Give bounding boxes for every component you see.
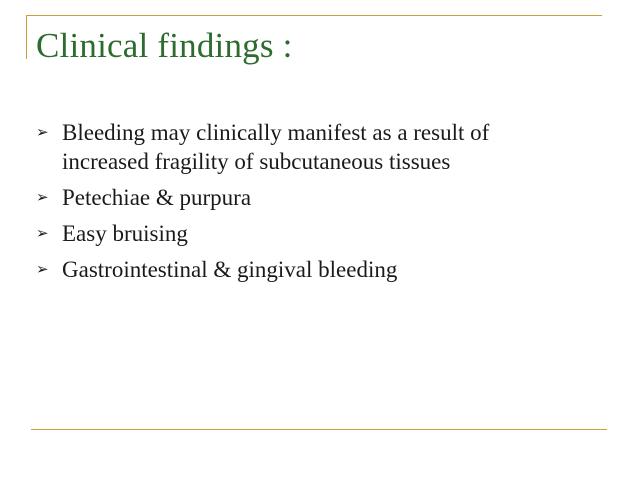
arrow-bullet-icon: ➢ bbox=[36, 188, 49, 206]
bullet-line: increased fragility of subcutaneous tissues bbox=[62, 149, 451, 174]
bullet-item-gi-bleeding bbox=[36, 255, 596, 284]
bullet-item-bruising bbox=[36, 219, 596, 248]
bullet-text: Gastrointestinal & gingival bleeding bbox=[62, 257, 398, 282]
arrow-bullet-icon: ➢ bbox=[36, 224, 49, 242]
slide-title: Clinical findings : bbox=[36, 26, 293, 65]
bullet-text: Easy bruising bbox=[62, 221, 188, 246]
top-rule bbox=[26, 15, 602, 16]
bullet-line: Bleeding may clinically manifest as a result of bbox=[62, 120, 490, 145]
left-rule bbox=[26, 15, 27, 59]
arrow-bullet-icon: ➢ bbox=[36, 123, 49, 141]
arrow-bullet-icon: ➢ bbox=[36, 260, 49, 278]
bullet-text bbox=[62, 118, 596, 176]
bullet-item-petechiae bbox=[36, 183, 596, 212]
bullet-list bbox=[36, 118, 596, 291]
bullet-item-bleeding bbox=[36, 118, 596, 176]
bullet-text: Petechiae & purpura bbox=[62, 185, 252, 210]
bottom-rule bbox=[31, 429, 607, 430]
